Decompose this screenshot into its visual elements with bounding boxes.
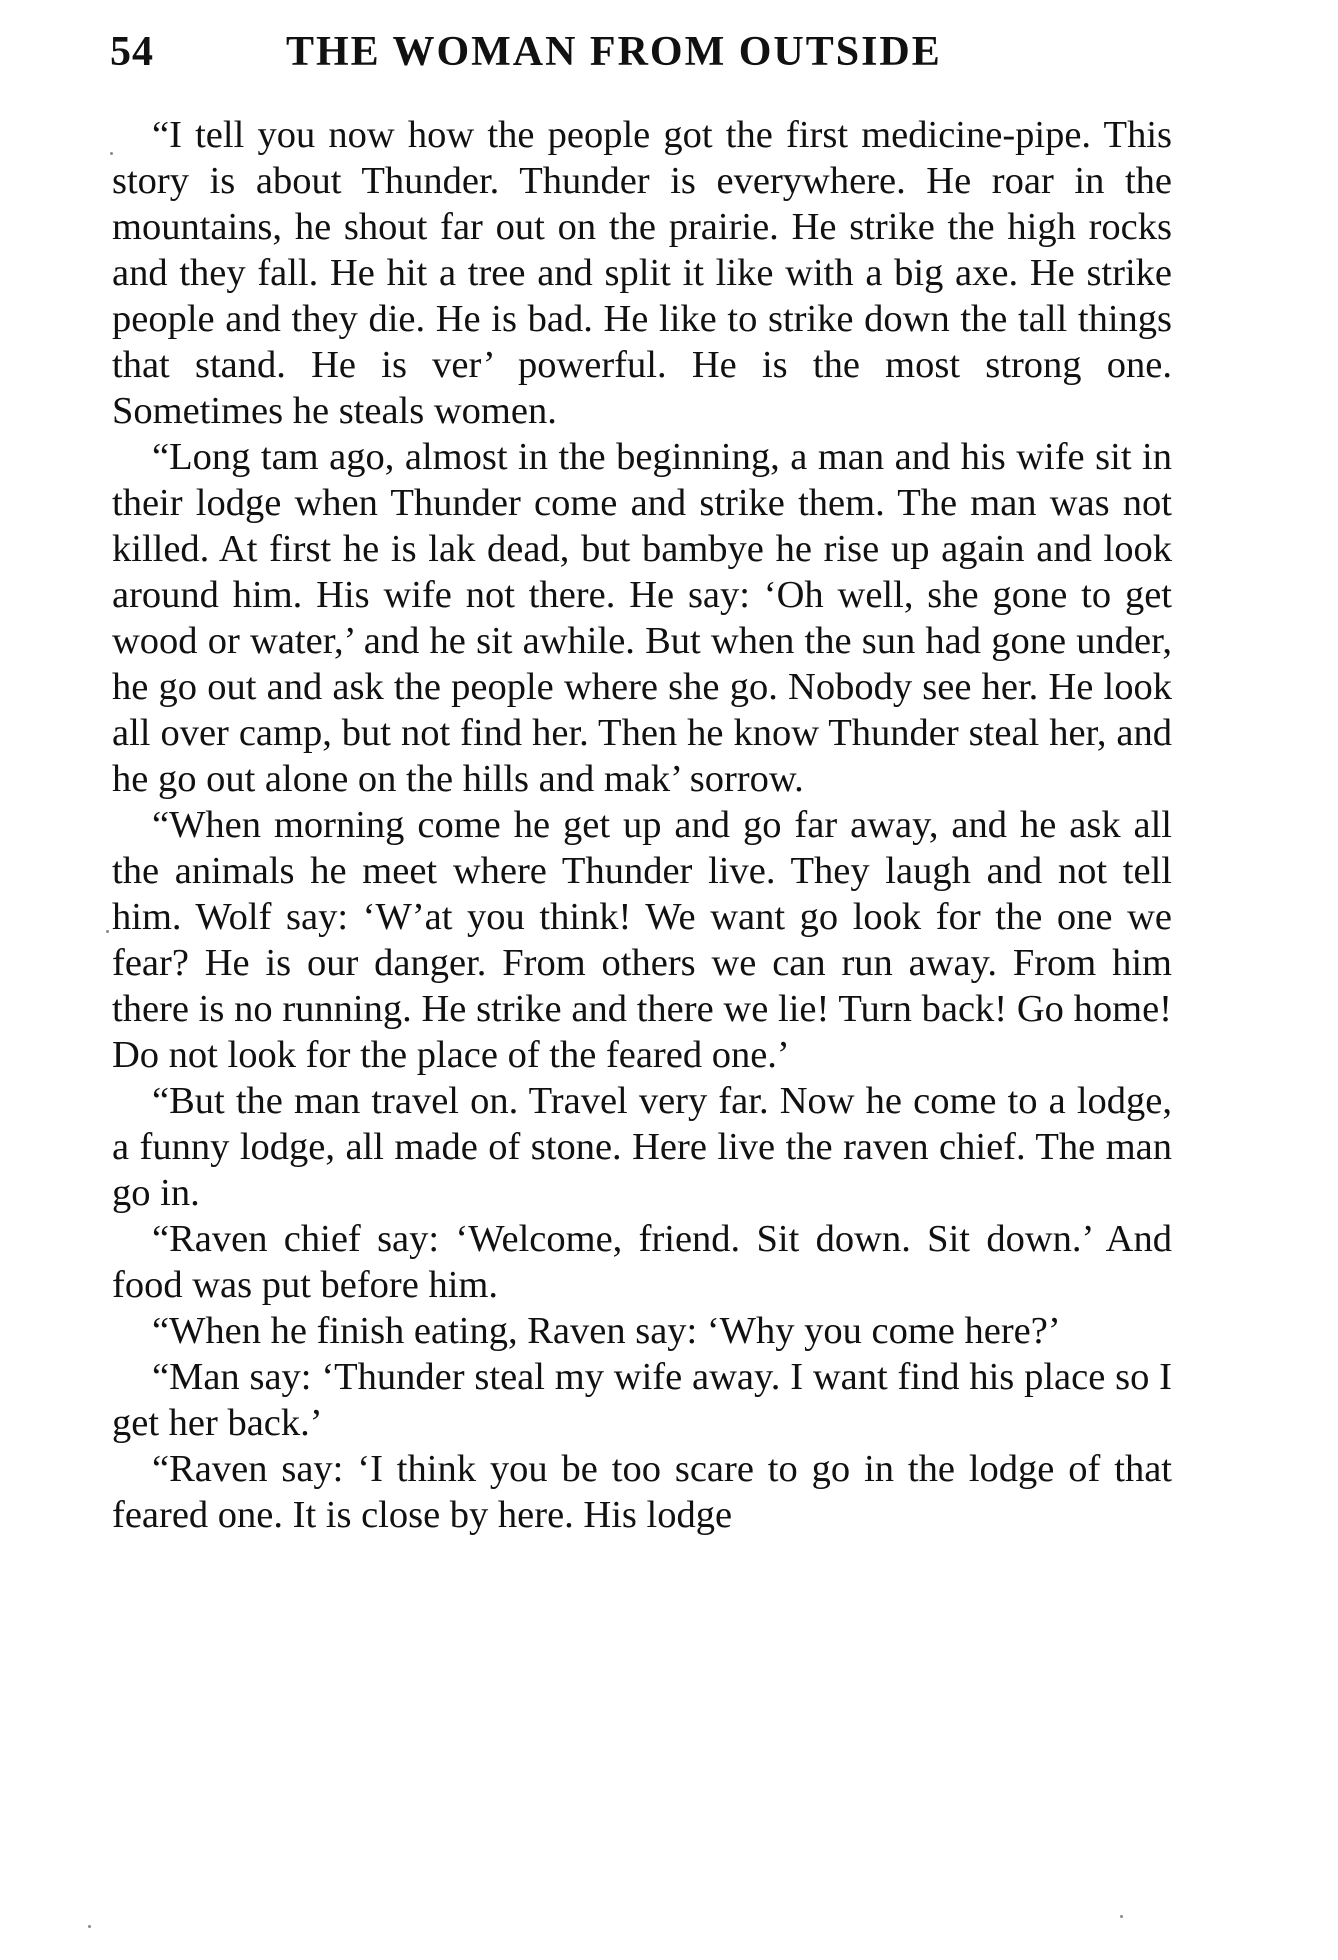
scan-speck	[110, 152, 113, 155]
paragraph-man-travel-on: “But the man travel on. Travel very far. Now he come to a lodge, a funny lodge, all made of stone. Here live the raven chief. The man go in.	[112, 1080, 1172, 1214]
page-number: 54	[110, 29, 154, 75]
body-text	[112, 112, 1172, 1538]
paragraph-why-you-come: “When he finish eating, Raven say: ‘Why you come here?’	[152, 1310, 1061, 1352]
paragraph-long-tam-ago: “Long tam ago, almost in the beginning, a man and his wife sit in their lodge when Thunder come and strike them. The man was not killed. At first he is lak dead, but bambye he rise up again and look around him. His wife not there. He say: ‘Oh well, she gone to get wood or water,’ and he sit awhile. But when the sun had gone under, he go out and ask the people where she go. Nobody see her. He look all over camp, but not find her. Then he know Thunder steal her, and he go out alone on the hills and mak’ sorrow.	[112, 436, 1172, 800]
scan-speck	[106, 930, 109, 933]
paragraph-raven-say: “Raven say: ‘I think you be too scare to go in the lodge of that feared one. It is close by here. His lodge	[112, 1448, 1172, 1536]
scan-speck	[88, 1925, 91, 1928]
paragraph-first-medicine-pipe: “I tell you now how the people got the first medicine-pipe. This story is about Thunder. Thunder is everywhere. He roar in the mountains, he shout far out on the prairie. He strike the high rocks and they fall. He hit a tree and split it like with a big axe. He strike people and they die. He is bad. He like to strike down the tall things that stand. He is ver’ powerful. He is the most strong one. Sometimes he steals women.	[112, 114, 1172, 432]
running-title: THE WOMAN FROM OUTSIDE	[286, 29, 942, 75]
paragraph-when-morning-come: “When morning come he get up and go far away, and he ask all the animals he meet where Thunder live. They laugh and not tell him. Wolf say: ‘W’at you think! We want go look for the one we fear? He is our danger. From others we can run away. From him there is no running. He strike and there we lie! Turn back! Go home! Do not look for the place of the feared one.’	[112, 804, 1172, 1076]
running-head	[110, 22, 1170, 82]
paragraph-man-say: “Man say: ‘Thunder steal my wife away. I want find his place so I get her back.’	[112, 1356, 1172, 1444]
scan-speck	[1120, 1915, 1123, 1918]
paragraph-raven-chief-welcome: “Raven chief say: ‘Welcome, friend. Sit down. Sit down.’ And food was put before him.	[112, 1218, 1172, 1306]
